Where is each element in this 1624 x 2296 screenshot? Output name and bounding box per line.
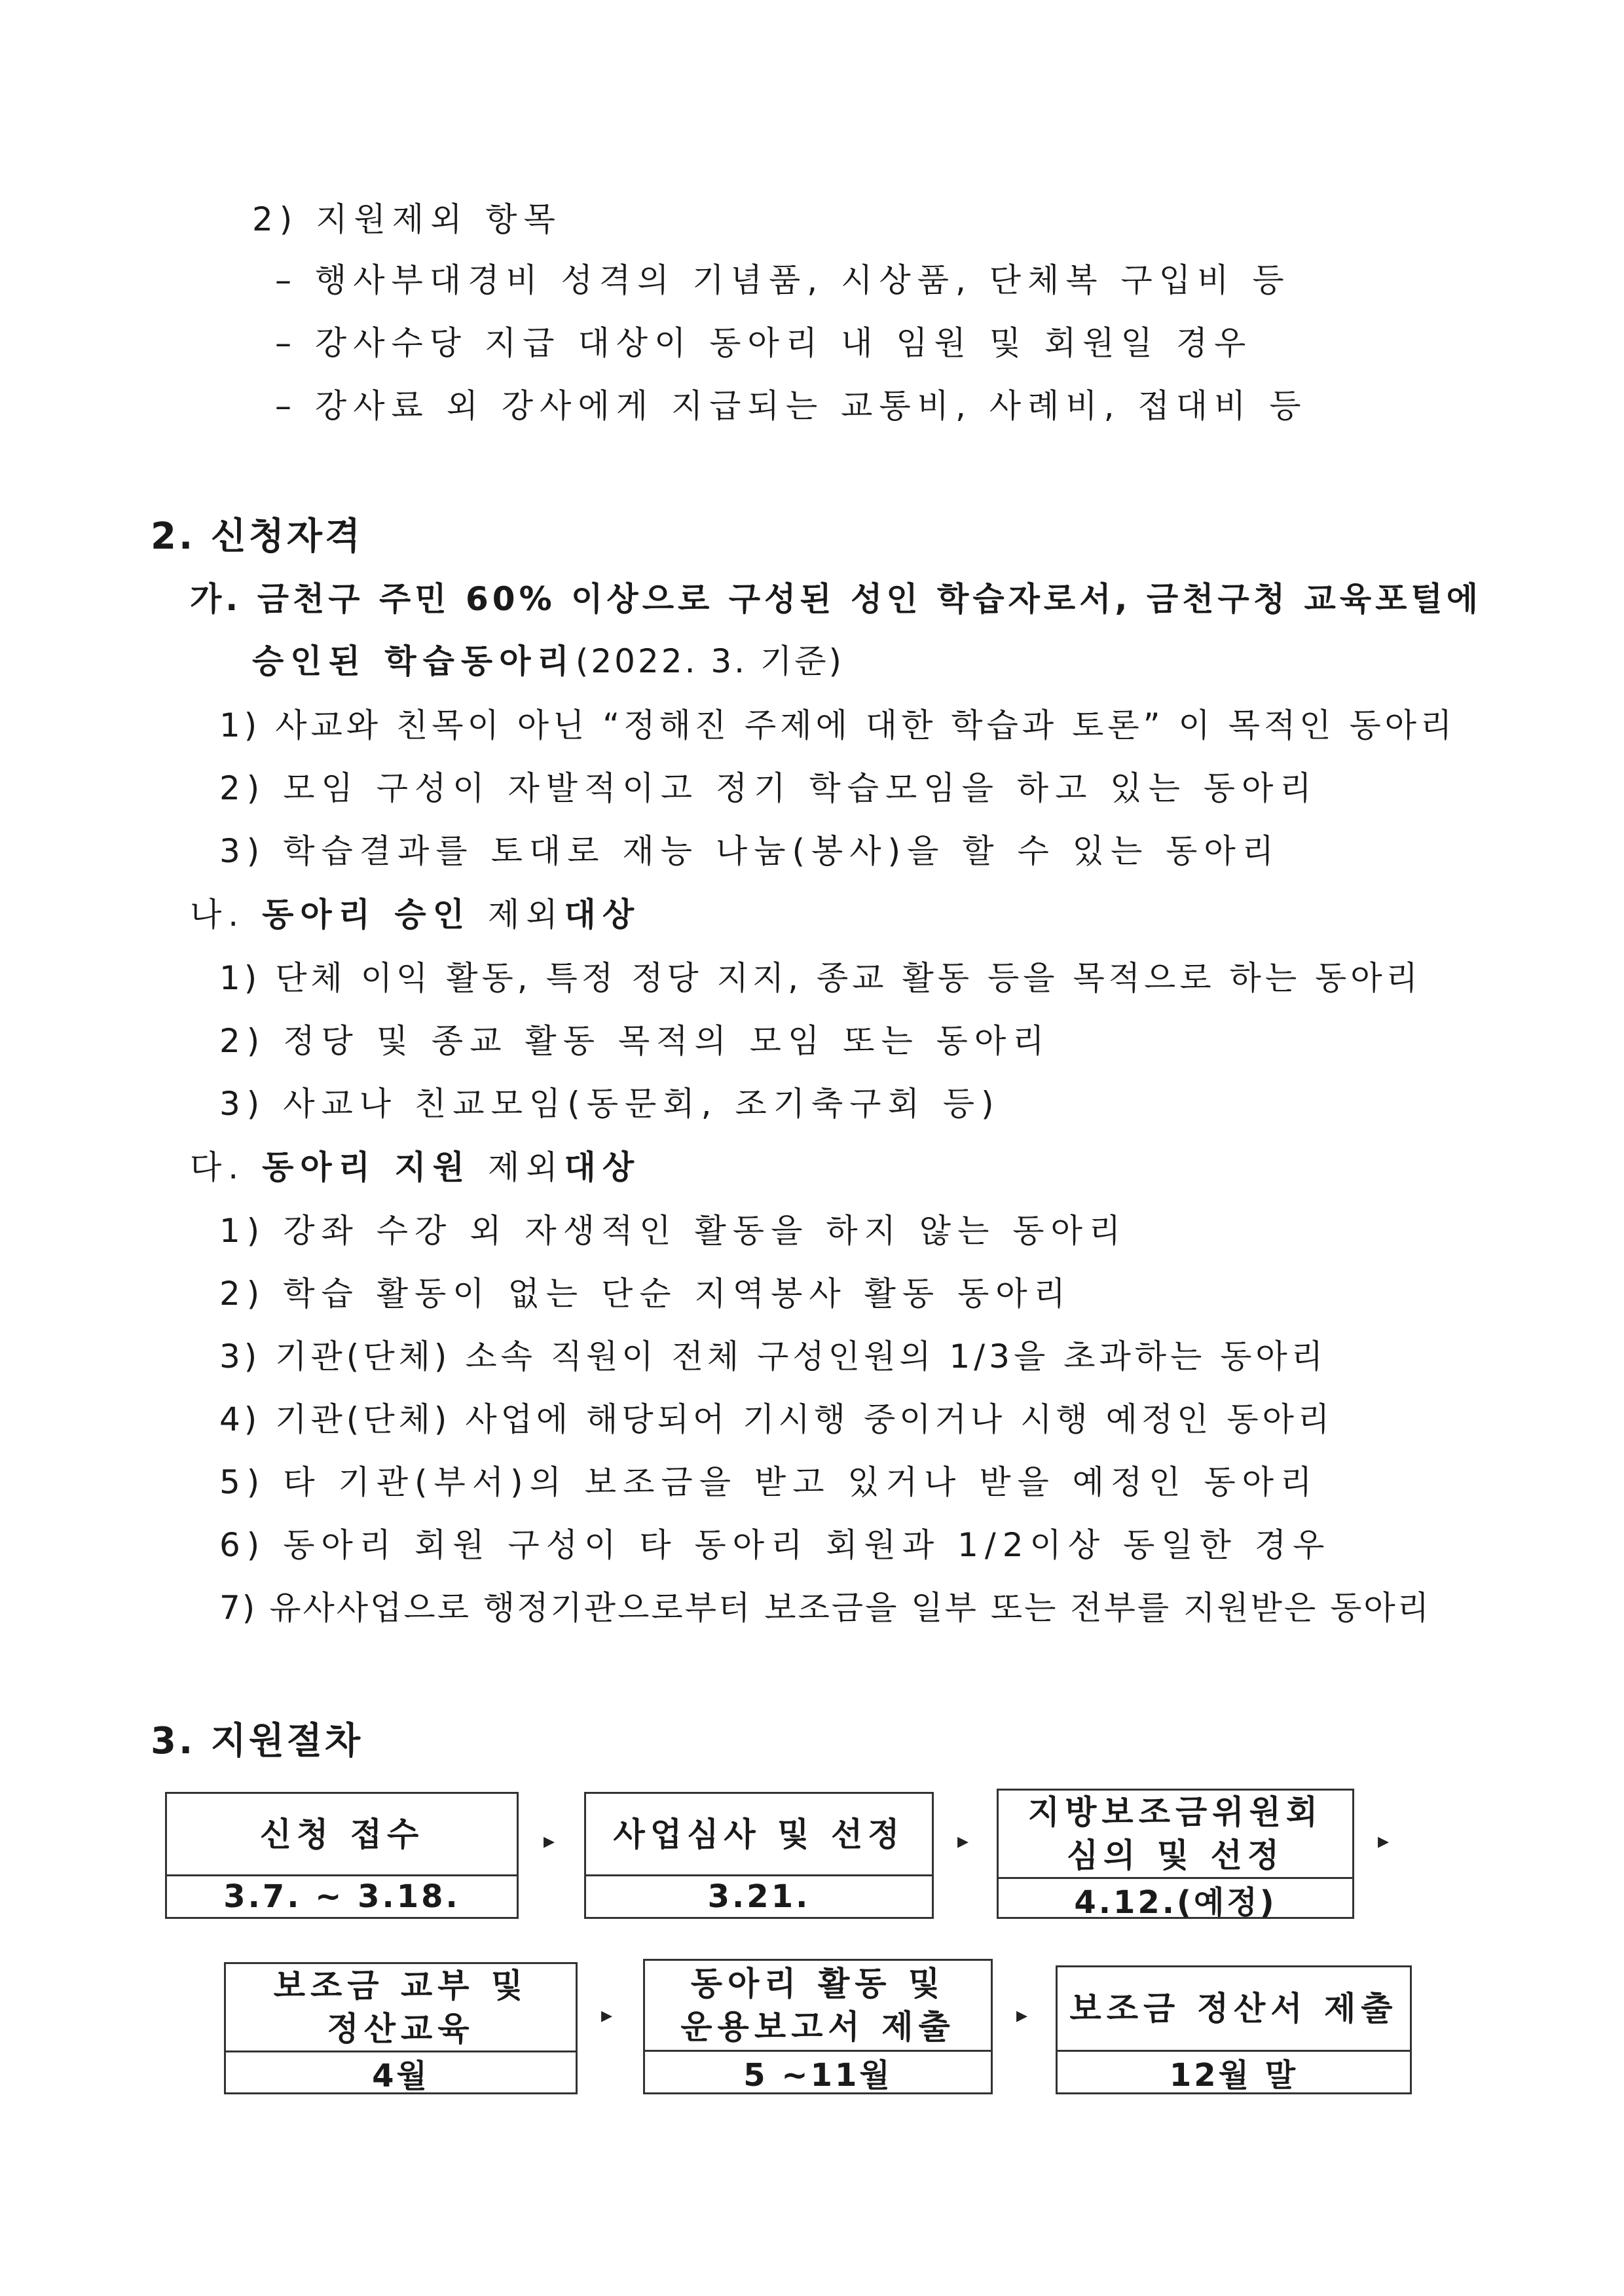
step-title xyxy=(167,1794,517,1876)
da-title-c: 대상 xyxy=(564,1148,641,1186)
eligibility-ga-item: 2) 모임 구성이 자발적이고 정기 학습모임을 하고 있는 동아리 xyxy=(219,769,1318,807)
eligibility-da-item: 5) 타 기관(부서)의 보조금을 받고 있거나 받을 예정인 동아리 xyxy=(219,1463,1319,1501)
step-title-line1: 동아리 활동 및 xyxy=(690,1965,946,2003)
step-date: 3.21. xyxy=(707,1878,811,1915)
eligibility-da-item: 4) 기관(단체) 사업에 해당되어 기시행 중이거나 시행 예정인 동아리 xyxy=(219,1400,1334,1438)
step-title xyxy=(586,1794,932,1876)
step-date: 12월 말 xyxy=(1169,2056,1299,2094)
step-date: 5 ~11월 xyxy=(743,2056,893,2094)
eligibility-da-item: 7) 유사사업으로 행정기관으로부터 보조금을 일부 또는 전부를 지원받은 동아리 xyxy=(219,1589,1431,1627)
step-title xyxy=(999,1791,1352,1879)
arrow-icon: ▸ xyxy=(544,1828,555,1854)
step-title xyxy=(645,1961,991,2052)
procedure-step xyxy=(584,1792,934,1919)
reference-date: (2022. 3. 기준) xyxy=(575,642,845,680)
step-date: 3.7. ~ 3.18. xyxy=(223,1878,460,1915)
approved-club-text: 승인된 학습동아리 xyxy=(252,642,576,680)
exclusion-subtitle: 2) 지원제외 항목 xyxy=(252,200,562,238)
arrow-icon: ▸ xyxy=(957,1828,969,1854)
na-title-b: 제외 xyxy=(487,896,564,934)
eligibility-ga-item: 1) 사교와 친목이 아닌 “정해진 주제에 대한 학습과 토론” 이 목적인 동아리 xyxy=(219,706,1456,744)
na-title-a: 동아리 승인 xyxy=(262,896,471,934)
step-title-line1: 지방보조금위원회 xyxy=(1027,1793,1323,1831)
step-title-line1: 보조금 정산서 제출 xyxy=(1069,1990,1398,2028)
na-title-c: 대상 xyxy=(564,896,641,934)
da-title-a: 동아리 지원 xyxy=(262,1148,471,1186)
step-title xyxy=(1058,1967,1410,2052)
eligibility-ga-item: 3) 학습결과를 토대로 재능 나눔(봉사)을 할 수 있는 동아리 xyxy=(219,832,1281,870)
eligibility-da-title xyxy=(190,1148,640,1187)
eligibility-da-item: 3) 기관(단체) 소속 직원이 전체 구성인원의 1/3을 초과하는 동아리 xyxy=(219,1338,1327,1376)
eligibility-da-item: 2) 학습 활동이 없는 단순 지역봉사 활동 동아리 xyxy=(219,1275,1072,1313)
step-title-line1: 사업심사 및 선정 xyxy=(613,1815,905,1853)
arrow-icon: ▸ xyxy=(1016,2002,1028,2028)
da-title-b: 제외 xyxy=(487,1148,564,1186)
step-title-line1: 보조금 교부 및 xyxy=(273,1967,528,2005)
section-heading-eligibility: 2. 신청자격 xyxy=(151,515,363,558)
section-heading-procedure: 3. 지원절차 xyxy=(151,1720,363,1762)
step-title-line2: 정산교육 xyxy=(327,2010,475,2048)
arrow-icon: ▸ xyxy=(1378,1828,1390,1854)
exclusion-item: – 강사수당 지급 대상이 동아리 내 임원 및 회원일 경우 xyxy=(275,324,1253,362)
exclusion-item: – 행사부대경비 성격의 기념품, 시상품, 단체복 구입비 등 xyxy=(275,261,1291,299)
procedure-step xyxy=(1056,1965,1412,2094)
eligibility-ga-line1: 가. 금천구 주민 60% 이상으로 구성된 성인 학습자로서, 금천구청 교육포털에 xyxy=(190,580,1483,618)
arrow-icon: ▸ xyxy=(601,2002,613,2028)
step-title xyxy=(226,1964,576,2052)
eligibility-na-title xyxy=(190,895,640,934)
procedure-step xyxy=(643,1959,993,2094)
da-prefix: 다. xyxy=(190,1148,246,1186)
procedure-step xyxy=(224,1962,578,2094)
eligibility-da-item: 6) 동아리 회원 구성이 타 동아리 회원과 1/2이상 동일한 경우 xyxy=(219,1526,1331,1564)
exclusion-item: – 강사료 외 강사에게 지급되는 교통비, 사례비, 접대비 등 xyxy=(275,387,1308,425)
step-title-line2: 심의 및 선정 xyxy=(1066,1836,1285,1874)
step-title-line2: 운용보고서 제출 xyxy=(680,2008,955,2046)
eligibility-na-item: 3) 사교나 친교모임(동문회, 조기축구회 등) xyxy=(219,1085,1001,1123)
step-date: 4월 xyxy=(372,2057,430,2094)
eligibility-na-item: 2) 정당 및 종교 활동 목적의 모임 또는 동아리 xyxy=(219,1022,1051,1060)
procedure-step xyxy=(165,1792,519,1919)
procedure-step xyxy=(997,1789,1354,1919)
eligibility-na-item: 1) 단체 이익 활동, 특정 정당 지지, 종교 활동 등을 목적으로 하는 동아리 xyxy=(219,959,1422,997)
eligibility-ga-line2 xyxy=(252,642,844,681)
eligibility-da-item: 1) 강좌 수강 외 자생적인 활동을 하지 않는 동아리 xyxy=(219,1212,1128,1250)
step-title-line1: 신청 접수 xyxy=(259,1815,424,1853)
step-date: 4.12.(예정) xyxy=(1074,1884,1277,1921)
na-prefix: 나. xyxy=(190,896,246,934)
